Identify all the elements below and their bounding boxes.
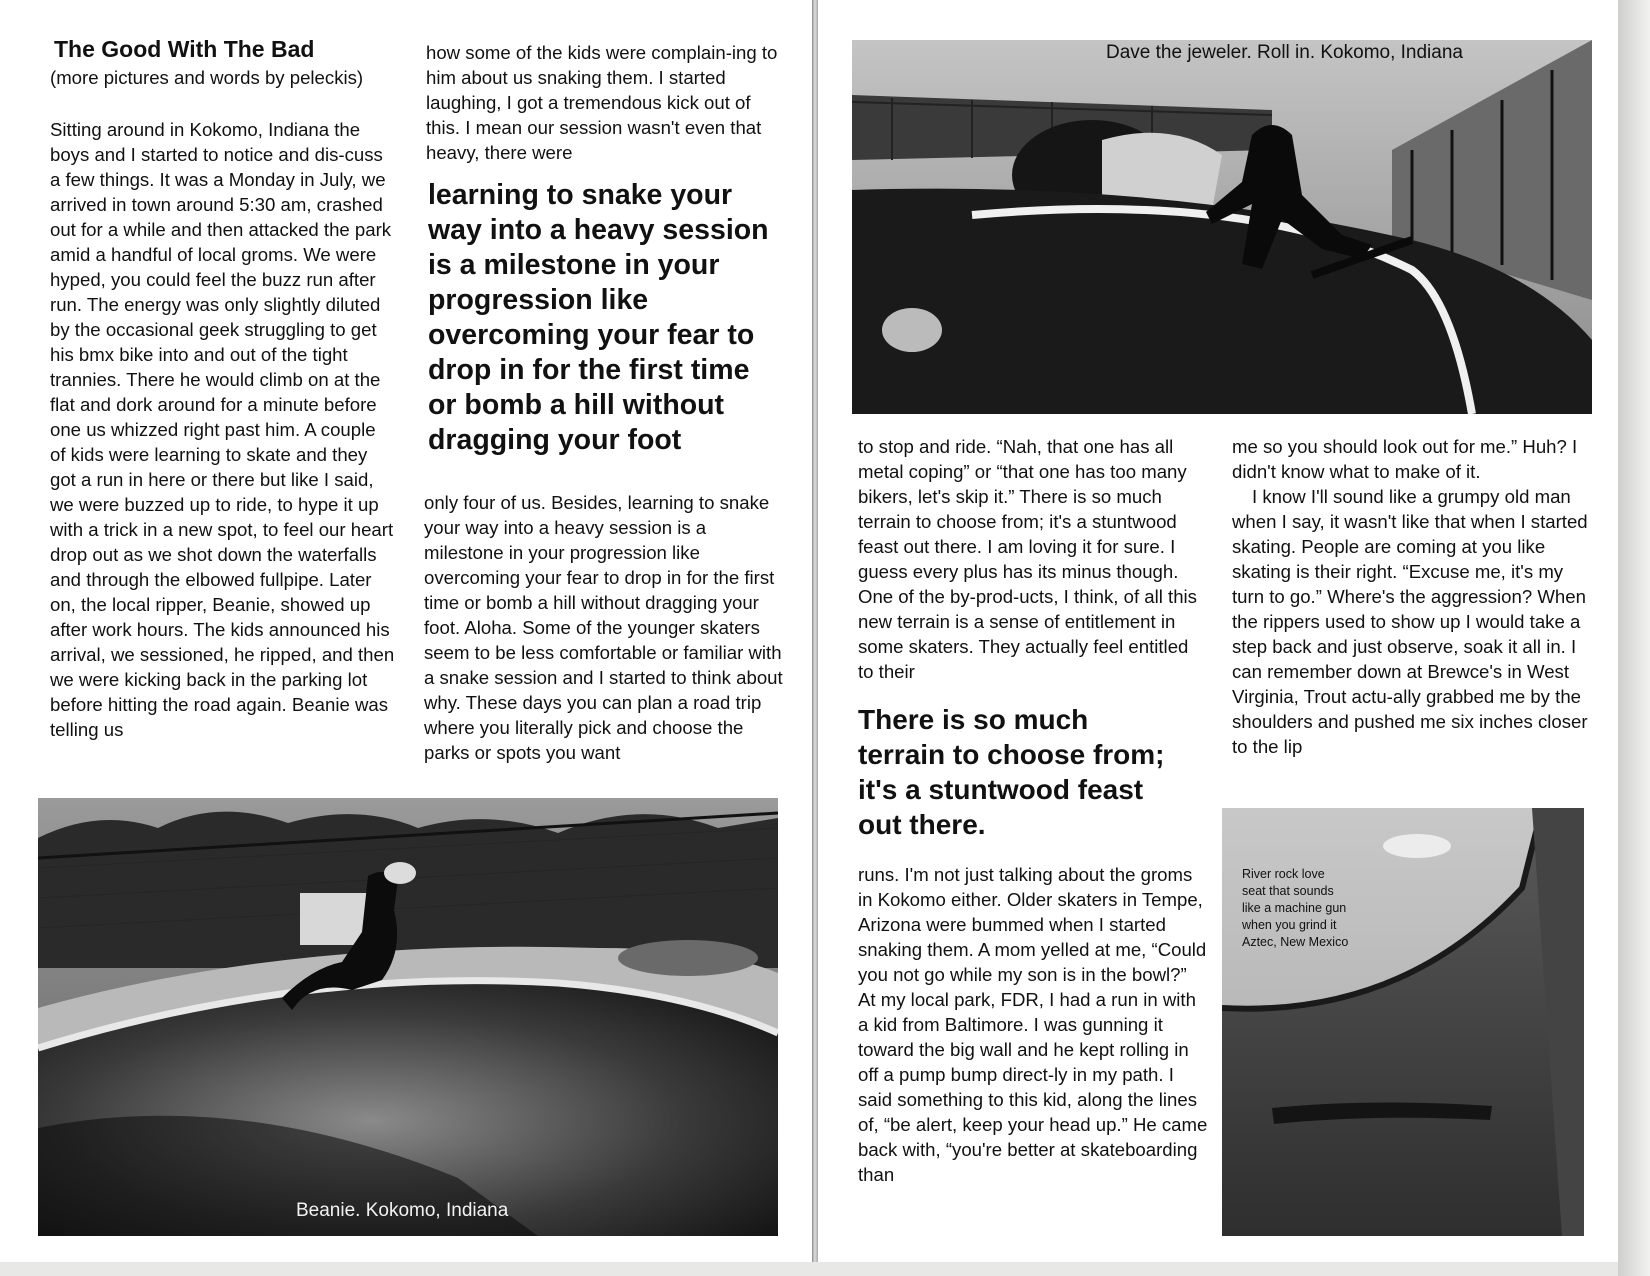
left-column-1: Sitting around in Kokomo, Indiana the boys and I started to notice and dis-cuss a few things. It was a Monday in July, we arrived in town around 5:30 am, crashed out for a while and then attacked the park amid a handful of local groms. We were hyped, you could feel the buzz run after run. The energy was only slightly diluted by the occasional geek struggling to get his bmx bike into and out of the tight trannies. There he would climb on at the flat and dork around for a minute before one us whizzed right past him. A couple of kids were learning to skate and they got a run in here or there but like I said, we were buzzed up to ride, to hype it up with a trick in a new spot, to feel our heart drop out as we shot down the waterfalls and through the elbowed fullpipe. Later on, the local ripper, Beanie, showed up after work hours. The kids announced his arrival, we sessioned, he ripped, and then we were kicking back in the parking lot before hitting the road again. Beanie was telling us xyxy=(50,119,395,740)
photo-beanie-bowl xyxy=(38,798,778,1236)
photo-dave-roll-in xyxy=(852,40,1592,414)
left-pull-quote: learning to snake your way into a heavy session is a milestone in your progression like overcoming your fear to drop in for the first time or bomb a hill without dragging your foot xyxy=(428,179,769,456)
scan-right-edge xyxy=(1618,0,1650,1276)
right-column-2-paragraph-1: me so you should look out for me.” Huh? I didn't know what to make of it. xyxy=(1232,436,1578,482)
photo-caption-river-rock: River rock love seat that sounds like a machine gun when you grind it Aztec, New Mexico xyxy=(1242,867,1349,949)
photo-caption-beanie: Beanie. Kokomo, Indiana xyxy=(296,1200,509,1221)
right-column-1-top: to stop and ride. “Nah, that one has all metal coping” or “that one has too many bikers, let's skip it.” There is so much terrain to choose from; it's a stuntwood feast out there. I am loving it for sure. I guess every plus has its minus though. One of the by-prod-ucts, I think, of all this new terrain is a sense of entitlement in some skaters. They actually feel entitled to their xyxy=(858,436,1197,682)
spine-gutter xyxy=(812,0,818,1276)
article-title: The Good With The Bad xyxy=(54,36,315,62)
left-column-2-bottom: only four of us. Besides, learning to snake your way into a heavy session is a milestone in your progression like overcoming your fear to drop in for the first time or bomb a hill without dragging your foot. Aloha. Some of the younger skaters seem to be less comfortable or familiar with a snake session and I started to think about why. These days you can plan a road trip where you literally pick and choose the parks or spots you want xyxy=(424,492,783,763)
right-column-1-bottom: runs. I'm not just talking about the groms in Kokomo either. Older skaters in Tempe, Arizona were bummed when I started snaking them. A mom yelled at me, “Could you not go while my son is in the bowl?” At my local park, FDR, I had a run in with a kid from Baltimore. I was gunning it toward the big wall and he kept rolling in off a pump bump direct-ly in my path. I said something to this kid, along the lines of, “be alert, keep your head up.” He came back with, “you're better at skateboarding than xyxy=(858,864,1208,1185)
article-byline: (more pictures and words by peleckis) xyxy=(50,67,364,88)
right-column-2-paragraph-2: I know I'll sound like a grumpy old man when I say, it wasn't like that when I started skating. People are coming at you like skating is their right. “Excuse me, it's my turn to go.” Where's the aggression? When the rippers used to show up I would take a step back and just observe, soak it all in. I can remember down at Brewce's in West Virginia, Trout actu-ally grabbed me by the shoulders and pushed me six inches closer to the lip xyxy=(1232,486,1588,757)
scan-bottom-edge xyxy=(0,1262,1650,1276)
right-column-2 xyxy=(1232,434,1592,759)
right-pull-quote: There is so much terrain to choose from; it's a stuntwood feast out there. xyxy=(858,704,1165,840)
left-column-2-top: how some of the kids were complain-ing to him about us snaking them. I started laughing, I got a tremendous kick out of this. I mean our session wasn't even that heavy, there were xyxy=(426,42,778,163)
photo-caption-dave: Dave the jeweler. Roll in. Kokomo, Indiana xyxy=(1106,42,1463,63)
